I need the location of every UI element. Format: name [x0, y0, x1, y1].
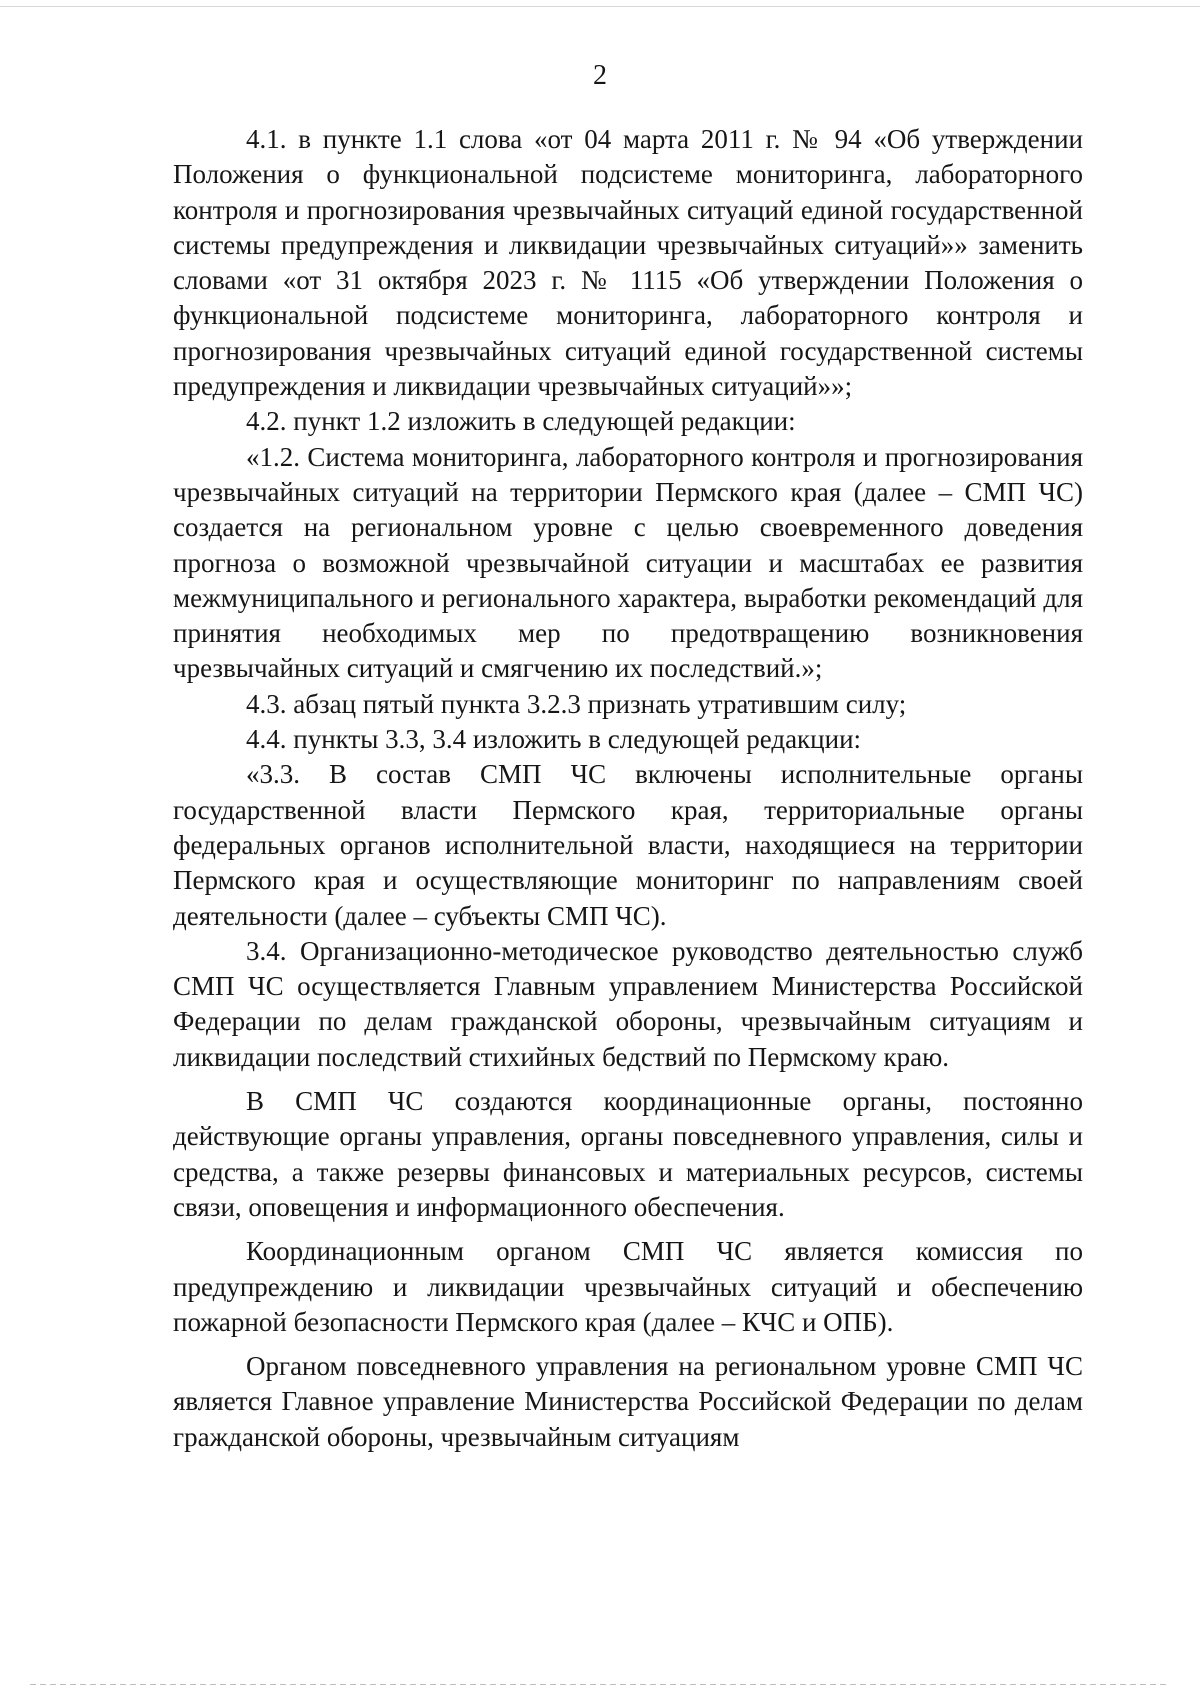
paragraph-1-2-quote: «1.2. Система мониторинга, лабораторного контроля и прогнозирования чрезвычайных ситуаций на территории Пермского края (далее – СМП ЧС) создается на региональном уровне с целью своевременного доведения прогноза о возможной чрезвычайной ситуации и масштабах ее развития межмуниципального и регионального характера, выработки рекомендаций для принятия необходимых мер по предотвращению возникновения чрезвычайных ситуаций и смягчению их последствий.»;: [173, 441, 1083, 684]
paragraph-4-4: 4.4. пункты 3.3, 3.4 изложить в следующей редакции:: [246, 724, 862, 755]
paragraph-4-3: 4.3. абзац пятый пункта 3.2.3 признать утратившим силу;: [246, 688, 907, 719]
page-number: 2: [593, 60, 607, 91]
paragraph-4-1: 4.1. в пункте 1.1 слова «от 04 марта 2011 г. № 94 «Об утверждении Положения о функциональной подсистеме мониторинга, лабораторного контроля и прогнозирования чрезвычайных ситуаций единой государственной системы предупреждения и ликвидации чрезвычайных ситуаций»» заменить словами «от 31 октября 2023 г. № 1115 «Об утверждении Положения о функциональной подсистеме мониторинга, лабораторного контроля и прогнозирования чрезвычайных ситуаций единой государственной системы предупреждения и ликвидации чрезвычайных ситуаций»»;: [173, 124, 1083, 402]
paragraph-daily-management: Органом повседневного управления на региональном уровне СМП ЧС является Главное управление Министерства Российской Федерации по делам гражданской обороны, чрезвычайным ситуациям: [173, 1351, 1083, 1452]
paragraph-smp-bodies: В СМП ЧС создаются координационные органы, постоянно действующие органы управления, органы повседневного управления, силы и средства, а также резервы финансовых и материальных ресурсов, системы связи, оповещения и информационного обеспечения.: [173, 1086, 1083, 1222]
document-body: [173, 122, 1083, 1455]
scan-edge-bottom: [30, 1684, 1170, 1685]
paragraph-3-4: 3.4. Организационно-методическое руководство деятельностью служб СМП ЧС осуществляется Главным управлением Министерства Российской Федерации по делам гражданской обороны, чрезвычайным ситуациям и ликвидации последствий стихийных бедствий по Пермскому краю.: [173, 935, 1083, 1072]
paragraph-4-2: 4.2. пункт 1.2 изложить в следующей редакции:: [246, 406, 796, 437]
scan-edge-top: [0, 6, 1200, 7]
paragraph-3-3-quote: «3.3. В состав СМП ЧС включены исполнительные органы государственной власти Пермского края, территориальные органы федеральных органов исполнительной власти, находящиеся на территории Пермского края и осуществляющие мониторинг по направлениям своей деятельности (далее – субъекты СМП ЧС).: [173, 759, 1083, 931]
paragraph-coordination-body: Координационным органом СМП ЧС является комиссия по предупреждению и ликвидации чрезвычайных ситуаций и обеспечению пожарной безопасности Пермского края (далее – КЧС и ОПБ).: [173, 1236, 1083, 1337]
